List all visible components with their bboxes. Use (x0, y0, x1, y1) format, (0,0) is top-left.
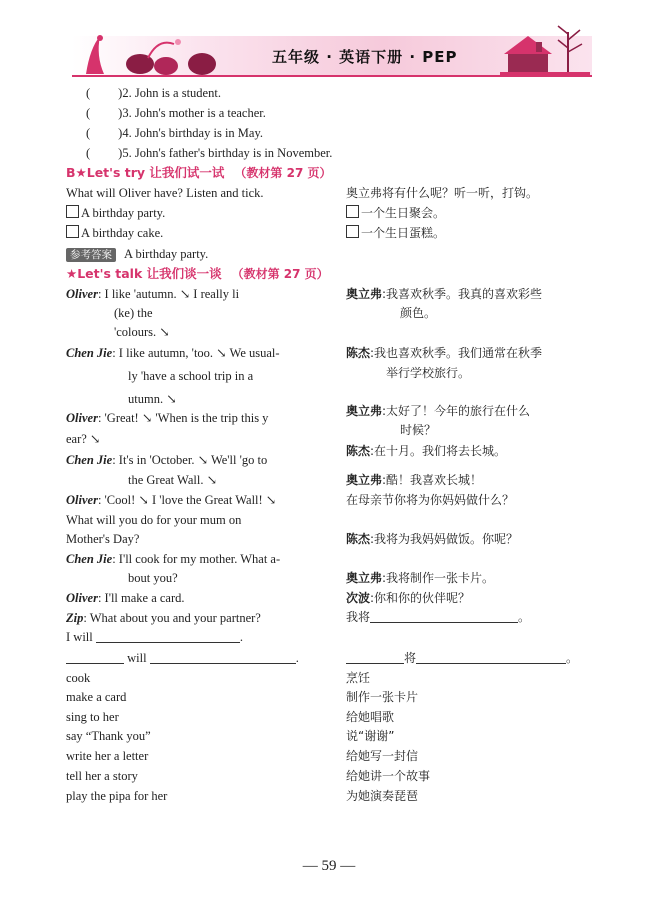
answer-blank[interactable] (416, 651, 566, 664)
page-header (0, 0, 658, 84)
phrase-item: make a card (66, 690, 127, 704)
dialog-line-cn: 陈杰:我将为我妈妈做饭。你呢？ (346, 532, 519, 546)
dialog-line-cn: 奥立弗:我喜欢秋季。我真的喜欢彩些 (346, 287, 543, 301)
quiz-item: ( )5. John's father's birthday is in November. (86, 146, 333, 160)
dialog-line: Chen Jie: I'll cook for my mother. What a- (66, 552, 281, 566)
phrase-item-cn: 说“谢谢” (346, 729, 395, 743)
fill-in-line: I will . (66, 630, 243, 644)
page-number: — 59 — (302, 858, 356, 874)
phrase-item: play the pipa for her (66, 789, 168, 803)
phrase-item: say “Thank you” (66, 729, 151, 743)
dialog-line: Oliver: 'Cool! ↘ I 'love the Great Wall! ↘ (66, 493, 277, 507)
dialog-line-cn: 奥立弗:我将制作一张卡片。 (346, 571, 495, 585)
fill-in-line: will . (66, 649, 299, 667)
dialog-line: What will you do for your mum on (66, 513, 242, 527)
dialog-line: Oliver: I like 'autumn. ↘ I really li (66, 287, 240, 301)
phrase-item: sing to her (66, 710, 119, 724)
option-birthday-cake-cn: 一个生日蛋糕。 (346, 224, 445, 242)
dialog-line: Mother's Day? (66, 532, 140, 546)
dialog-line-cn: 颜色。 (400, 306, 437, 320)
dialog-line: Chen Jie: I like autumn, 'too. ↘ We usual- (66, 346, 280, 360)
instruction-cn: 奥立弗将有什么呢？听一听，打钩。 (346, 186, 539, 200)
option-birthday-cake[interactable]: A birthday cake. (66, 224, 163, 242)
answer-blank[interactable] (346, 651, 404, 664)
phrase-item: write her a letter (66, 749, 149, 763)
fill-in-line-cn: 我将 。 (346, 610, 531, 624)
checkbox-icon[interactable] (66, 225, 79, 238)
checkbox-icon[interactable] (66, 205, 79, 218)
quiz-item: ( )4. John's birthday is in May. (86, 126, 264, 140)
dialog-line: ly 'have a school trip in a (128, 369, 254, 383)
answer-line: 参考答案 A birthday party. (66, 245, 208, 263)
dialog-line-cn: 奥立弗:太好了！今年的旅行在什么 (346, 404, 531, 418)
dialog-line-cn: 奥立弗:酷！我喜欢长城！ (346, 473, 483, 487)
dialog-line: bout you? (128, 571, 178, 585)
section-heading-lets-try: B★Let's try 让我们试一试 （教材第 27 页） (66, 165, 332, 180)
phrase-item-cn: 为她演奏琵琶 (346, 789, 419, 803)
floral-decoration-icon (78, 28, 228, 78)
dialog-line: Oliver: I'll make a card. (66, 591, 185, 605)
answer-blank[interactable] (370, 610, 518, 623)
phrase-item: tell her a story (66, 769, 138, 783)
dialog-line-cn: 陈杰:我也喜欢秋季。我们通常在秋季 (346, 346, 543, 360)
phrase-item-cn: 给她唱歌 (346, 710, 395, 724)
answer-blank[interactable] (96, 630, 240, 643)
phrase-item-cn: 制作一张卡片 (346, 690, 419, 704)
dialog-line: Chen Jie: It's in 'October. ↘ We'll 'go to (66, 453, 268, 467)
phrase-item-cn: 给她讲一个故事 (346, 769, 431, 783)
house-tree-icon (500, 22, 590, 78)
answer-blank[interactable] (66, 651, 124, 664)
answer-badge: 参考答案 (66, 248, 116, 262)
quiz-item: ( )2. John is a student. (86, 86, 221, 100)
instruction-en: What will Oliver have? Listen and tick. (66, 186, 264, 200)
section-heading-lets-talk: ★Let's talk 让我们谈一谈 （教材第 27 页） (66, 266, 329, 281)
dialog-line: (ke) the (114, 306, 153, 320)
dialog-line: the Great Wall. ↘ (128, 473, 218, 487)
checkbox-icon[interactable] (346, 205, 359, 218)
option-birthday-party-cn: 一个生日聚会。 (346, 204, 445, 222)
dialog-line: 'colours. ↘ (114, 325, 170, 339)
header-rule (72, 75, 592, 77)
dialog-line-cn: 举行学校旅行。 (386, 366, 471, 380)
phrase-item: cook (66, 671, 91, 685)
dialog-line-cn: 陈杰:在十月。我们将去长城。 (346, 444, 507, 458)
quiz-item: ( )3. John's mother is a teacher. (86, 106, 266, 120)
fill-in-line-cn: 将 。 (346, 649, 578, 667)
header-title: 五年级 · 英语下册 · PEP (272, 48, 458, 66)
phrase-item-cn: 给她写一封信 (346, 749, 419, 763)
answer-blank[interactable] (150, 651, 296, 664)
phrase-item-cn: 烹饪 (346, 671, 371, 685)
dialog-line: Zip: What about you and your partner? (66, 611, 261, 625)
checkbox-icon[interactable] (346, 225, 359, 238)
dialog-line-cn: 时候？ (400, 423, 437, 437)
dialog-line: utumn. ↘ (128, 392, 177, 406)
dialog-line-cn: 在母亲节你将为你妈妈做什么？ (346, 493, 515, 507)
dialog-line: ear? ↘ (66, 432, 101, 446)
option-birthday-party[interactable]: A birthday party. (66, 204, 165, 222)
dialog-line: Oliver: 'Great! ↘ 'When is the trip this y (66, 411, 269, 425)
dialog-line-cn: 次波:你和你的伙伴呢？ (346, 591, 471, 605)
